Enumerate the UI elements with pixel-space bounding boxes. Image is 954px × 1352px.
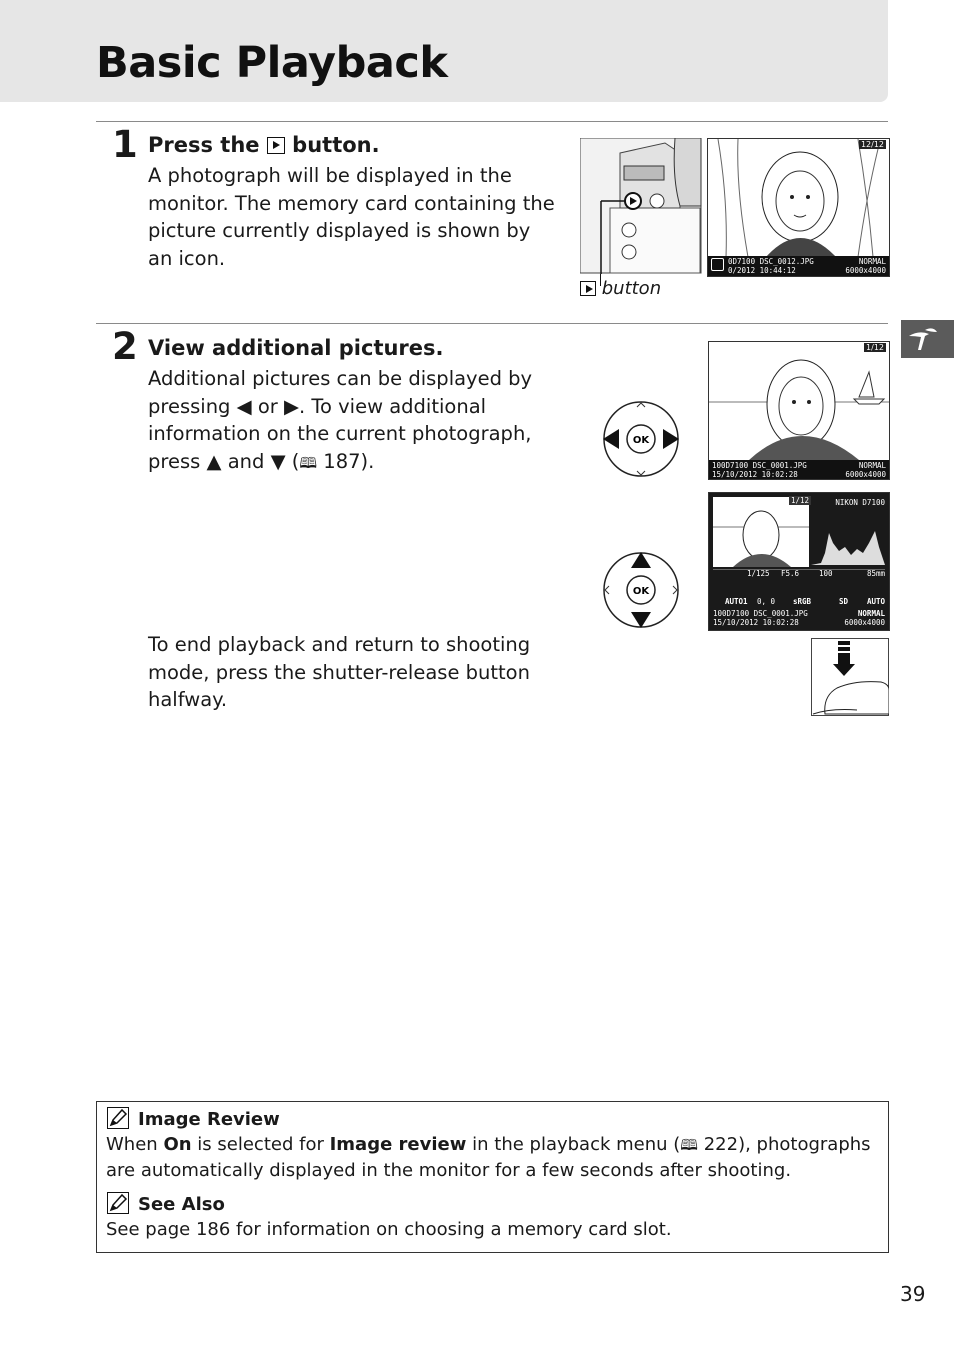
chapter-tab <box>901 320 954 358</box>
down-arrow-icon: ▼ <box>270 449 286 473</box>
pencil-note-icon <box>107 1107 129 1129</box>
book-icon: 🕮 <box>680 1136 698 1154</box>
thumbnail-photo <box>713 497 809 567</box>
frame-counter: 1/12 <box>791 496 810 505</box>
note-text: When On is selected for Image review in the playback menu (🕮 222), photographs are automatically displayed in the monitor for a few seconds after shooting. <box>106 1134 871 1181</box>
page-number: 39 <box>900 1282 926 1306</box>
divider <box>96 121 888 122</box>
portrait-photo <box>709 342 889 479</box>
frame-counter: 1/12 <box>866 343 884 352</box>
playback-chapter-icon <box>901 320 954 358</box>
info-bar: 0D7100 DSC_0012.JPG NORMAL 0/2012 10:44:12 6000x4000 <box>708 256 889 276</box>
info-screen: 1/12 NIKON D7100 1/125 F5.6 100 85mm AUTO1 0, 0 sRGB SD AUTO 100D7100 DSC_0001.JPG NORMAL 15/10/2012 10:02:28 6000x4000 <box>708 492 890 631</box>
step-heading: View additional pictures. <box>148 336 444 360</box>
playback-icon <box>580 281 596 296</box>
pencil-note-icon <box>107 1192 129 1214</box>
histogram <box>811 513 885 565</box>
camera-back-illustration <box>580 138 702 274</box>
ok-label: OK <box>632 435 650 446</box>
book-icon: 🕮 <box>299 453 318 472</box>
multi-selector-up-down <box>601 550 681 630</box>
camera-model: NIKON D7100 <box>835 498 885 507</box>
note-heading: See Also <box>138 1194 225 1215</box>
monitor-screen <box>708 341 890 480</box>
note-text: See page 186 for information on choosing a memory card slot. <box>106 1219 672 1240</box>
step-heading: Press the button. <box>148 133 380 157</box>
page-title: Basic Playback <box>96 38 448 88</box>
caption: button <box>580 278 661 299</box>
step-number: 2 <box>112 325 138 368</box>
monitor-screen <box>707 138 890 277</box>
multi-selector-left-right <box>601 399 681 479</box>
divider <box>96 323 888 324</box>
playback-icon <box>267 137 285 154</box>
right-arrow-icon: ▶ <box>284 394 299 418</box>
frame-counter: 12/12 <box>860 140 884 149</box>
step-body: Additional pictures can be displayed by pressing ◀ or ▶. To view additional information on the current photograph, press ▲ and ▼ (🕮 187). <box>148 365 548 477</box>
note-heading: Image Review <box>138 1109 280 1130</box>
step-number: 1 <box>112 123 138 166</box>
left-arrow-icon: ◀ <box>236 394 252 418</box>
notes-box <box>96 1101 889 1253</box>
info-bar: 100D7100 DSC_0001.JPG NORMAL 15/10/2012 10:02:28 6000x4000 <box>709 460 889 479</box>
shutter-release-illustration <box>811 638 889 716</box>
step-body: A photograph will be displayed in the monitor. The memory card containing the picture currently displayed is shown by an icon. <box>148 164 555 270</box>
memory-card-icon <box>711 258 724 271</box>
up-arrow-icon: ▲ <box>206 449 222 473</box>
ok-label: OK <box>632 586 650 597</box>
step-body-end: To end playback and return to shooting mode, press the shutter-release button halfway. <box>148 633 531 711</box>
